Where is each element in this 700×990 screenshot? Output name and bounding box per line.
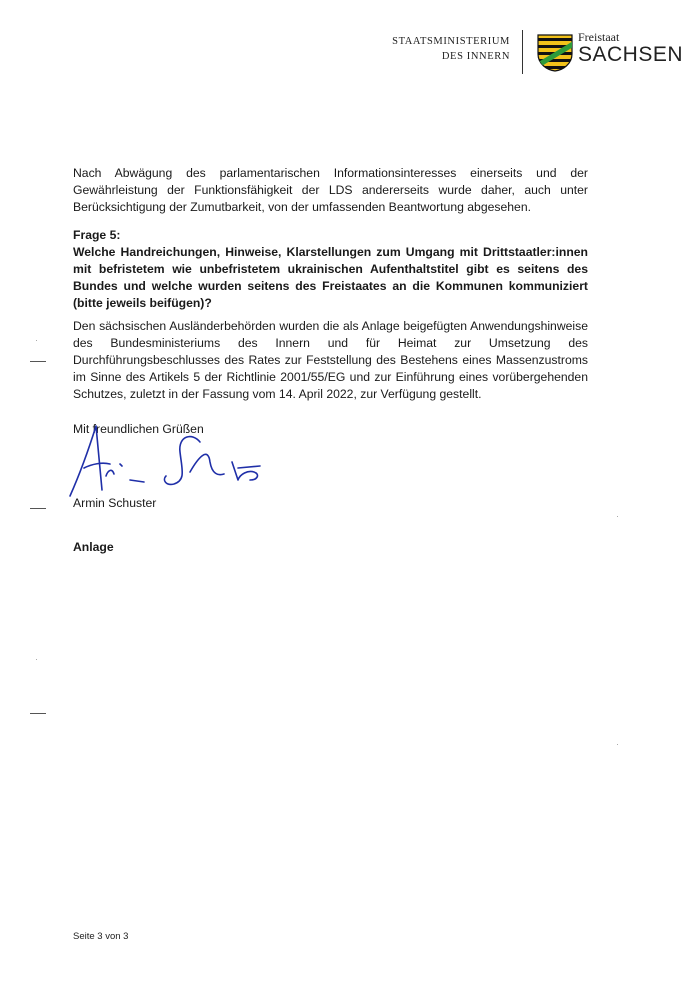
handwritten-signature: [62, 418, 282, 503]
ministry-name: [392, 34, 510, 64]
scan-speck: [617, 516, 618, 517]
fold-mark: [30, 713, 46, 714]
fold-mark: [30, 361, 46, 362]
ministry-line-2: DES INNERN: [441, 51, 510, 62]
scan-speck: [36, 340, 37, 341]
signatory-name: Armin Schuster: [73, 496, 157, 510]
question-label: Frage 5:: [73, 228, 121, 242]
scan-speck: [617, 744, 618, 745]
fold-mark: [30, 508, 46, 509]
paragraph-reasoning: Nach Abwägung des parlamentarischen Informationsinteresses einerseits und der Gewährleistung der Funktionsfähigkeit der LDS andererseits wurde daher, auch unter Berücksichtigung der Zumutbarkeit, von der umfassenden Beantwortung abgesehen.: [73, 166, 588, 214]
page-number: Seite 3 von 3: [73, 931, 129, 942]
answer-paragraph: Den sächsischen Ausländerbehörden wurden die als Anlage beigefügten Anwendungshinweise des Bundesministeriums des Innern und für Heimat zur Umsetzung des Durchführungsbeschlusses des Rates zur Feststellung des Bestehens eines Massenzustroms im Sinne des Artikels 5 der Richtlinie 2001/55/EG und zur Einführung eines vorübergehenden Schutzes, zuletzt in der Fassung vom 14. April 2022, zur Verfügung gestellt.: [73, 319, 588, 401]
question-text: Welche Handreichungen, Hinweise, Klarstellungen zum Umgang mit Drittstaatler:innen mit befristetem wie unbefristetem ukrainischen Aufenthaltstitel gibt es seitens des Bundes und welche wurden seitens des Freistaates an die Kommunen kommuniziert (bitte jeweils beifügen)?: [73, 245, 588, 310]
state-name-big: SACHSEN: [578, 43, 684, 66]
header-divider: [522, 30, 523, 74]
saxony-coat-of-arms-icon: [537, 34, 573, 72]
scan-speck: [36, 659, 37, 660]
closing-greeting: Mit freundlichen Grüßen: [73, 422, 204, 436]
attachment-label: Anlage: [73, 540, 114, 554]
state-name: [578, 30, 683, 66]
state-name-small: Freistaat: [578, 30, 620, 44]
ministry-line-1: STAATSMINISTERIUM: [392, 36, 510, 47]
